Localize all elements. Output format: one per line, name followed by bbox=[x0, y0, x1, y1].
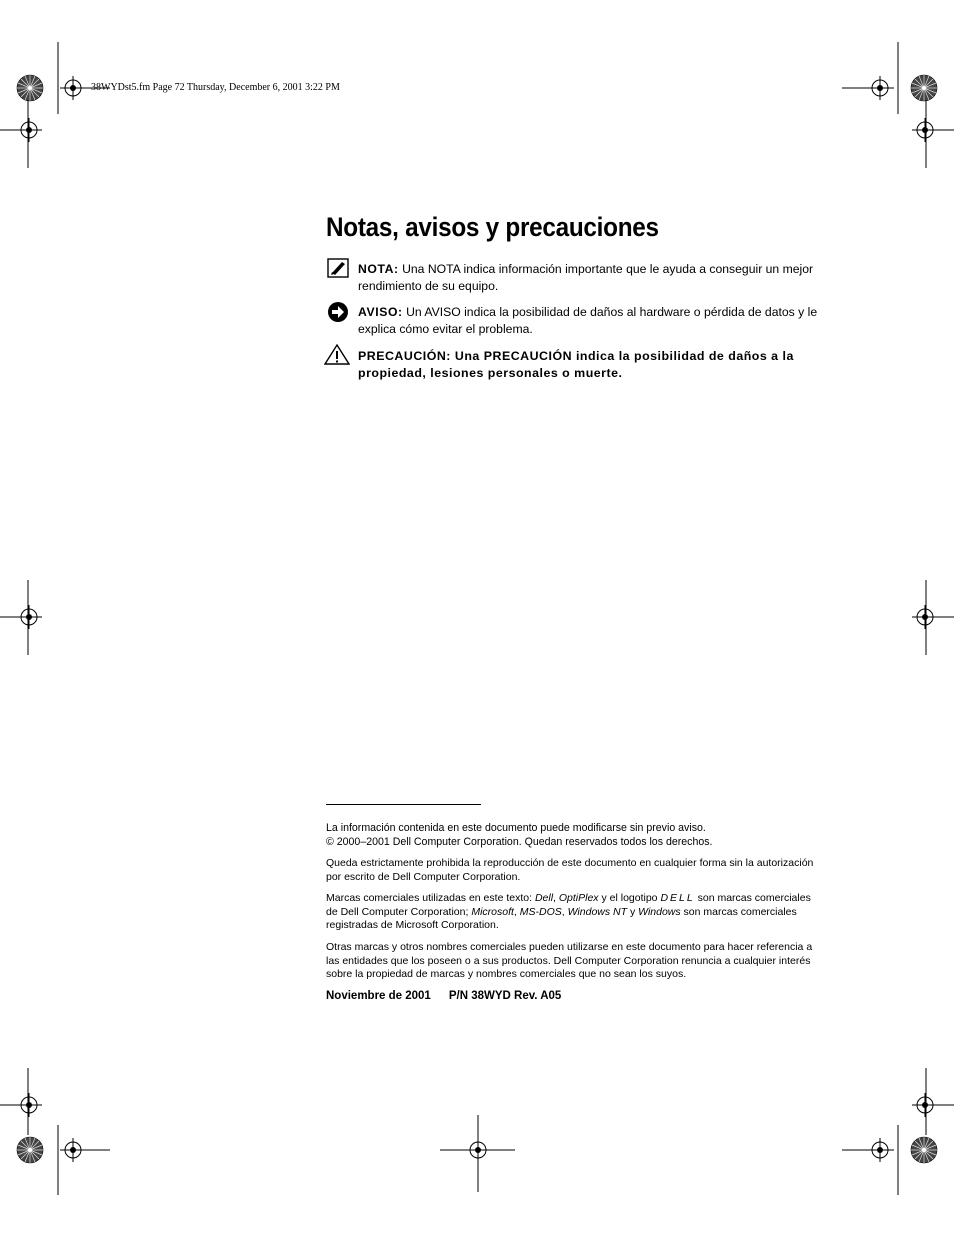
trademarks-end: son marcas comerciales registradas de Microsoft Corporation. bbox=[326, 905, 797, 932]
trademark-windowsnt: Windows NT bbox=[567, 905, 628, 918]
trademark-dell: Dell bbox=[534, 892, 554, 904]
reproduction-notice: Queda estrictamente prohibida la reproducción de este documento en cualquier forma sin la autorización por escrito de Dell Computer Corporation. bbox=[326, 857, 814, 883]
part-number: P/N 38WYD Rev. A05 bbox=[448, 990, 562, 1002]
trademark-windows: Windows bbox=[638, 905, 681, 918]
trademark-dell-logo: DELL bbox=[660, 892, 695, 904]
arrow-notice-icon bbox=[327, 301, 349, 323]
note-label: NOTA: bbox=[358, 262, 399, 276]
trademarks-notice bbox=[326, 892, 816, 933]
publication-date: Noviembre de 2001 bbox=[326, 990, 431, 1002]
other-marks-notice: Otras marcas y otros nombres comerciales pueden utilizarse en este documento para hacer referencia a las entidades que los poseen o a sus productos. Dell Computer Corporation renuncia a cualquier interés sobre la propiedad de marcas y nombres comerciales que no sean los suyos. bbox=[326, 941, 813, 981]
notice-notice bbox=[358, 304, 818, 338]
info-line: La información contenida en este documento puede modificarse sin previo aviso. bbox=[326, 822, 706, 834]
warning-triangle-icon bbox=[324, 343, 350, 365]
info-notice bbox=[326, 822, 816, 849]
trademark-sep: , bbox=[561, 905, 568, 918]
trademark-microsoft: Microsoft bbox=[471, 905, 514, 918]
caution-text: Una PRECAUCIÓN indica la posibilidad de daños a la propiedad, lesiones personales o muerte. bbox=[358, 349, 794, 380]
print-info-header: 38WYDst5.fm Page 72 Thursday, December 6, 2001 3:22 PM bbox=[91, 82, 340, 93]
notice-text: Un AVISO indica la posibilidad de daños al hardware o pérdida de datos y le explica cómo evitar el problema. bbox=[358, 305, 818, 336]
footnote-divider bbox=[326, 804, 481, 805]
caution-notice bbox=[358, 348, 818, 382]
page-title: Notas, avisos y precauciones bbox=[326, 212, 659, 242]
pencil-note-icon bbox=[327, 258, 349, 278]
trademark-mid: son marcas comerciales de Dell Computer Corporation; bbox=[326, 892, 811, 918]
caution-label: PRECAUCIÓN: bbox=[358, 349, 451, 363]
trademark-logo-text: y el logotipo bbox=[598, 892, 661, 904]
trademark-sep: , bbox=[513, 905, 520, 918]
trademark-sep: , bbox=[553, 892, 559, 904]
trademark-optiplex: OptiPlex bbox=[558, 892, 599, 904]
trademark-and: y bbox=[627, 905, 639, 918]
note-notice bbox=[358, 261, 818, 295]
notice-label: AVISO: bbox=[358, 305, 403, 319]
note-text: Una NOTA indica información importante que le ayuda a conseguir un mejor rendimiento de su equipo. bbox=[358, 262, 814, 293]
publication-info bbox=[326, 990, 561, 1002]
copyright-line: © 2000–2001 Dell Computer Corporation. Quedan reservados todos los derechos. bbox=[326, 835, 713, 848]
trademark-msdos: MS-DOS bbox=[519, 905, 562, 918]
trademarks-intro: Marcas comerciales utilizadas en este texto: bbox=[326, 892, 535, 904]
